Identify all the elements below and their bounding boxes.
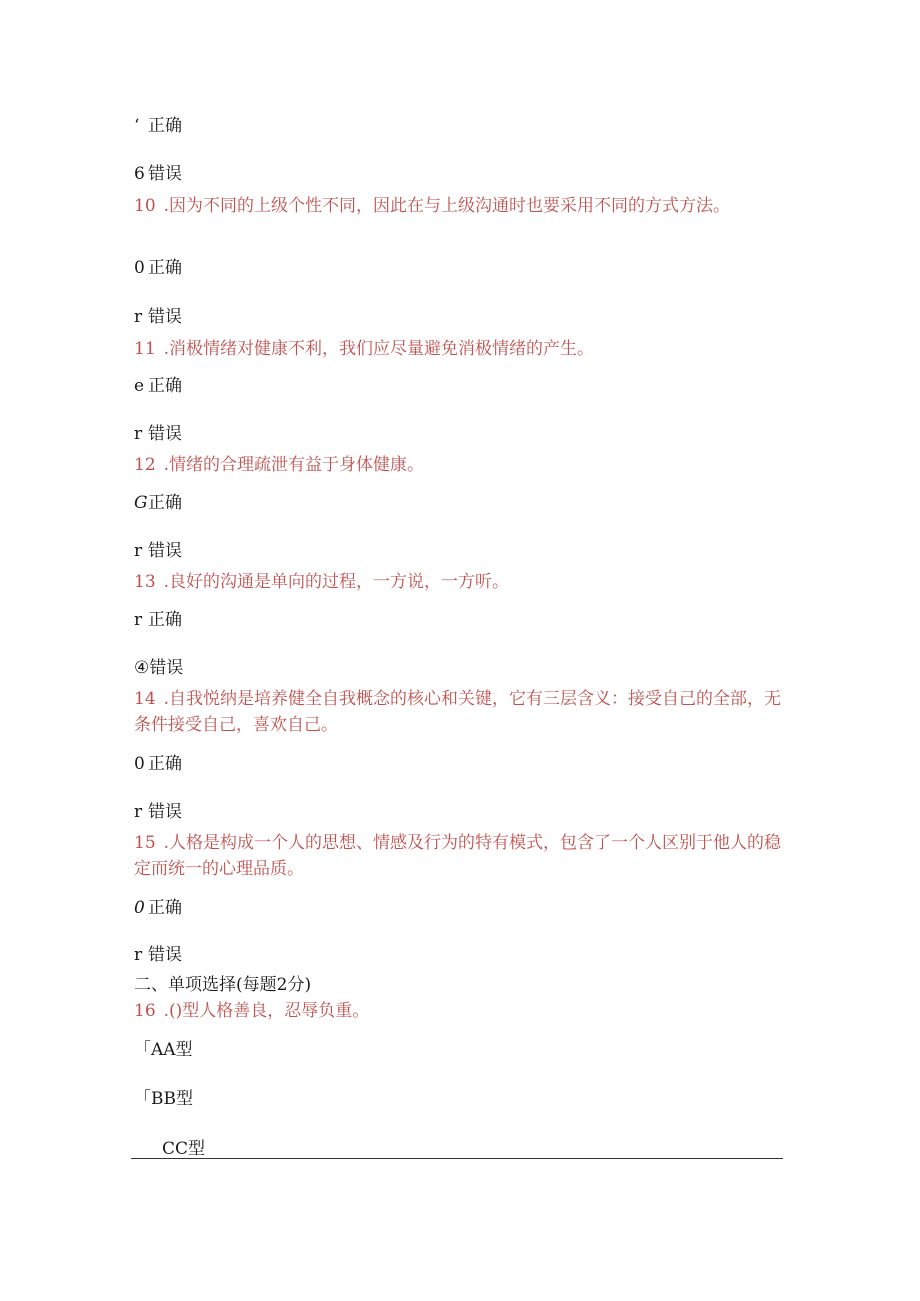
option-wrong[interactable] [134, 304, 182, 330]
option-correct[interactable] [134, 607, 182, 633]
option-label: 正确 [148, 258, 182, 278]
option-label: 正确 [148, 610, 182, 630]
question-number: 14 [134, 689, 156, 709]
option-correct[interactable] [134, 751, 182, 777]
option-correct[interactable] [134, 113, 182, 139]
question-13 [134, 569, 784, 595]
option-label: BB型 [151, 1089, 193, 1109]
question-text: .情绪的合理疏泄有益于身体健康。 [163, 455, 425, 475]
radio-marker: G [134, 493, 148, 513]
question-16 [134, 998, 784, 1024]
radio-marker: r [134, 307, 143, 327]
option-correct[interactable] [134, 490, 182, 516]
option-label: 正确 [148, 493, 182, 513]
option-label: 错误 [148, 802, 182, 822]
question-text: .自我悦纳是培养健全自我概念的核心和关键，它有三层含义：接受自己的全部，无条件接受自己，喜欢自己。 [134, 689, 782, 735]
option-correct[interactable] [134, 373, 182, 399]
question-12 [134, 452, 784, 478]
radio-marker: e [134, 376, 145, 396]
radio-marker: r [134, 802, 143, 822]
question-number: 13 [134, 572, 156, 592]
radio-marker: ‘ [134, 116, 140, 136]
option-wrong[interactable] [134, 161, 182, 187]
question-14 [134, 686, 784, 738]
radio-marker: ④ [134, 658, 150, 678]
option-wrong[interactable] [134, 538, 182, 564]
option-label: 正确 [148, 376, 182, 396]
option-label: 正确 [148, 116, 182, 136]
radio-marker: 0 [134, 754, 145, 774]
radio-marker: 0 [134, 898, 145, 918]
option-wrong[interactable] [134, 655, 183, 681]
question-11 [134, 336, 784, 362]
radio-marker: 6 [134, 164, 145, 184]
radio-marker: r [134, 610, 143, 630]
option-label: 错误 [148, 307, 182, 327]
radio-marker: 「 [134, 1089, 151, 1109]
radio-marker: 0 [134, 258, 145, 278]
question-number: 11 [134, 339, 156, 359]
option-label: 错误 [149, 658, 184, 678]
radio-marker: r [134, 945, 143, 965]
question-number: 12 [134, 455, 156, 475]
option-wrong[interactable] [134, 799, 182, 825]
option-a[interactable] [134, 1037, 193, 1063]
option-label: 正确 [148, 754, 182, 774]
option-correct[interactable] [134, 255, 182, 281]
question-number: 16 [134, 1001, 156, 1021]
option-b[interactable] [134, 1086, 193, 1112]
option-label: 错误 [148, 541, 182, 561]
question-text: .良好的沟通是单向的过程，一方说，一方听。 [163, 572, 510, 592]
question-10 [134, 193, 784, 219]
question-15 [134, 830, 784, 882]
question-number: 15 [134, 833, 156, 853]
option-label: CC型 [162, 1139, 206, 1159]
radio-marker: r [134, 541, 143, 561]
question-text: .()型人格善良，忍辱负重。 [163, 1001, 370, 1021]
question-text: .人格是构成一个人的思想、情感及行为的特有模式，包含了一个人区别于他人的稳定而统一的心理品质。 [134, 833, 782, 879]
radio-marker: r [134, 424, 143, 444]
option-label: 错误 [148, 164, 182, 184]
option-label: 正确 [148, 898, 182, 918]
radio-marker: 「 [134, 1040, 151, 1060]
question-text: .消极情绪对健康不利，我们应尽量避免消极情绪的产生。 [163, 339, 595, 359]
option-label: AA型 [151, 1040, 193, 1060]
option-label: 错误 [148, 945, 182, 965]
section-heading: 二、单项选择(每题2分) [134, 975, 312, 995]
option-correct[interactable] [134, 895, 182, 921]
option-label: 错误 [148, 424, 182, 444]
option-wrong[interactable] [134, 421, 182, 447]
page-divider [131, 1158, 783, 1159]
question-text: .因为不同的上级个性不同，因此在与上级沟通时也要采用不同的方式方法。 [163, 196, 731, 216]
option-wrong[interactable] [134, 942, 182, 968]
question-number: 10 [134, 196, 156, 216]
